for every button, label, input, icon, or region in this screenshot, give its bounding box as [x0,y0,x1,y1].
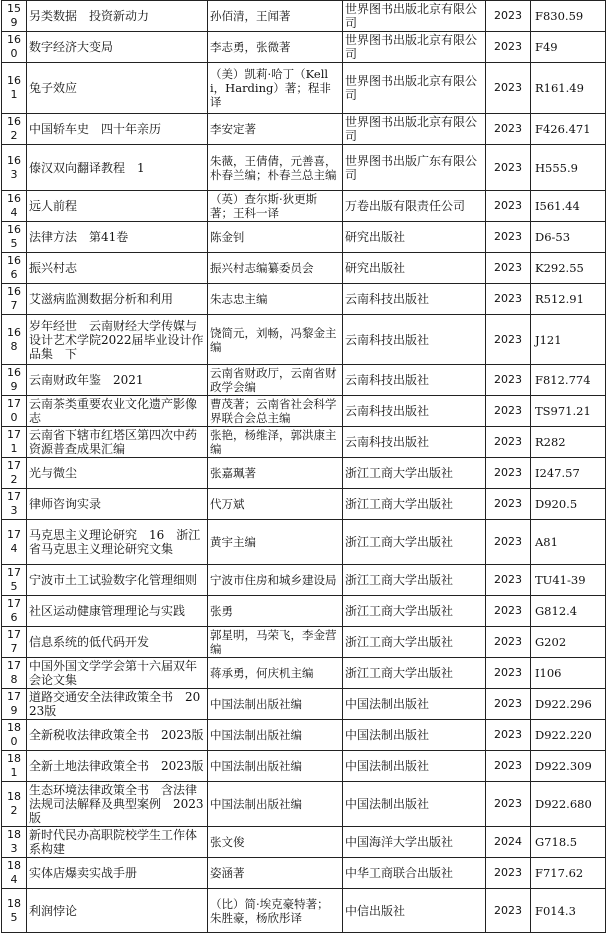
row-number: 174 [2,520,27,565]
book-author: 孙佰清，王闻著 [208,1,343,32]
book-publisher: 万卷出版有限责任公司 [343,191,486,222]
book-title: 律师咨询实录 [27,489,208,520]
table-row [2,427,606,458]
publication-year: 2023 [486,1,531,32]
publication-year: 2023 [486,63,531,114]
publication-year: 2023 [486,253,531,284]
book-title: 兔子效应 [27,63,208,114]
publication-year: 2023 [486,627,531,658]
row-number: 165 [2,222,27,253]
book-publisher: 世界图书出版北京有限公司 [343,32,486,63]
row-number: 185 [2,889,27,933]
publication-year: 2023 [486,365,531,396]
book-publisher: 浙江工商大学出版社 [343,658,486,689]
book-author: 张嘉珮著 [208,458,343,489]
row-number: 172 [2,458,27,489]
row-number: 163 [2,145,27,191]
book-publisher: 中国海洋大学出版社 [343,827,486,858]
book-publisher: 中信出版社 [343,889,486,933]
classification-number: R512.91 [531,284,606,315]
book-title: 中国轿车史 四十年亲历 [27,114,208,145]
book-publisher: 云南科技出版社 [343,427,486,458]
book-author: （比）简·埃克豪特著；朱胜豪，杨欣彤译 [208,889,343,933]
book-publisher: 浙江工商大学出版社 [343,520,486,565]
book-title: 马克思主义理论研究 16 浙江省马克思主义理论研究文集 [27,520,208,565]
table-row [2,689,606,720]
classification-number: R282 [531,427,606,458]
classification-number: I247.57 [531,458,606,489]
table-row [2,489,606,520]
row-number: 181 [2,751,27,782]
book-publisher: 世界图书出版北京有限公司 [343,114,486,145]
row-number: 176 [2,596,27,627]
book-author: 中国法制出版社编 [208,720,343,751]
classification-number: D922.309 [531,751,606,782]
publication-year: 2023 [486,689,531,720]
book-author: 李安定著 [208,114,343,145]
book-author: 朱薇，王倩倩，元善喜，朴春兰编；朴春兰总主编 [208,145,343,191]
book-title: 生态环境法律政策全书 含法律法规司法解释及典型案例 2023版 [27,782,208,827]
table-row [2,751,606,782]
table-row [2,32,606,63]
book-author: 张勇 [208,596,343,627]
book-title: 宁波市土工试验数字化管理细则 [27,565,208,596]
book-publisher: 云南科技出版社 [343,284,486,315]
classification-number: F426.471 [531,114,606,145]
publication-year: 2023 [486,284,531,315]
table-row [2,145,606,191]
row-number: 178 [2,658,27,689]
book-title: 岁年经世 云南财经大学传媒与设计艺术学院2022届毕业设计作品集 下 [27,315,208,365]
book-author: 饶简元，刘畅，冯黎金主编 [208,315,343,365]
publication-year: 2023 [486,565,531,596]
table-row [2,596,606,627]
publication-year: 2023 [486,520,531,565]
book-author: 振兴村志编纂委员会 [208,253,343,284]
book-publisher: 中国法制出版社 [343,782,486,827]
classification-number: D6-53 [531,222,606,253]
table-row [2,191,606,222]
table-row [2,565,606,596]
classification-number: H555.9 [531,145,606,191]
book-publisher: 研究出版社 [343,253,486,284]
book-author: 中国法制出版社编 [208,751,343,782]
publication-year: 2023 [486,315,531,365]
book-publisher: 中国法制出版社 [343,720,486,751]
book-author: （美）凯莉·哈丁（Kelli，Harding）著；程非译 [208,63,343,114]
publication-year: 2023 [486,782,531,827]
row-number: 182 [2,782,27,827]
table-row [2,222,606,253]
publication-year: 2023 [486,751,531,782]
book-publisher: 研究出版社 [343,222,486,253]
table-row [2,627,606,658]
classification-number: F830.59 [531,1,606,32]
table-row [2,458,606,489]
book-author: 郭星明，马荣飞，李金营编 [208,627,343,658]
book-publisher: 世界图书出版北京有限公司 [343,1,486,32]
table-row [2,858,606,889]
book-publisher: 浙江工商大学出版社 [343,489,486,520]
classification-number: A81 [531,520,606,565]
publication-year: 2023 [486,458,531,489]
classification-number: D922.220 [531,720,606,751]
publication-year: 2023 [486,596,531,627]
row-number: 179 [2,689,27,720]
book-publisher: 世界图书出版北京有限公司 [343,63,486,114]
book-author: 云南省财政厅，云南省财政学会编 [208,365,343,396]
book-title: 中国外国文学学会第十六届双年会论文集 [27,658,208,689]
table-row [2,827,606,858]
classification-number: F717.62 [531,858,606,889]
book-publisher: 浙江工商大学出版社 [343,458,486,489]
table-row [2,520,606,565]
book-author: 代万斌 [208,489,343,520]
book-author: 姿涵著 [208,858,343,889]
book-author: 中国法制出版社编 [208,689,343,720]
row-number: 170 [2,396,27,427]
publication-year: 2023 [486,32,531,63]
classification-number: TS971.21 [531,396,606,427]
book-list-table [1,0,606,933]
row-number: 169 [2,365,27,396]
row-number: 183 [2,827,27,858]
table-row [2,253,606,284]
book-publisher: 浙江工商大学出版社 [343,627,486,658]
row-number: 171 [2,427,27,458]
row-number: 175 [2,565,27,596]
book-author: （英）查尔斯·狄更斯著；王科一译 [208,191,343,222]
publication-year: 2024 [486,827,531,858]
book-title: 光与微尘 [27,458,208,489]
book-title: 信息系统的低代码开发 [27,627,208,658]
row-number: 167 [2,284,27,315]
book-author: 朱志忠主编 [208,284,343,315]
row-number: 159 [2,1,27,32]
row-number: 184 [2,858,27,889]
publication-year: 2023 [486,858,531,889]
book-title: 全新税收法律政策全书 2023版 [27,720,208,751]
book-publisher: 中国法制出版社 [343,751,486,782]
classification-number: J121 [531,315,606,365]
book-title: 全新土地法律政策全书 2023版 [27,751,208,782]
book-publisher: 云南科技出版社 [343,365,486,396]
table-row [2,365,606,396]
publication-year: 2023 [486,145,531,191]
publication-year: 2023 [486,427,531,458]
classification-number: D920.5 [531,489,606,520]
book-title: 另类数据 投资新动力 [27,1,208,32]
book-title: 艾滋病监测数据分析和利用 [27,284,208,315]
classification-number: TU41-39 [531,565,606,596]
table-row [2,315,606,365]
book-title: 云南茶类重要农业文化遗产影像志 [27,396,208,427]
row-number: 161 [2,63,27,114]
table-row [2,63,606,114]
table-row [2,782,606,827]
row-number: 164 [2,191,27,222]
row-number: 160 [2,32,27,63]
classification-number: R161.49 [531,63,606,114]
row-number: 177 [2,627,27,658]
book-title: 法律方法 第41卷 [27,222,208,253]
book-publisher: 浙江工商大学出版社 [343,565,486,596]
publication-year: 2023 [486,720,531,751]
classification-number: G202 [531,627,606,658]
classification-number: D922.680 [531,782,606,827]
book-author: 中国法制出版社编 [208,782,343,827]
book-author: 陈金钊 [208,222,343,253]
classification-number: G812.4 [531,596,606,627]
classification-number: D922.296 [531,689,606,720]
table-row [2,720,606,751]
table-row [2,396,606,427]
classification-number: G718.5 [531,827,606,858]
book-publisher: 世界图书出版广东有限公司 [343,145,486,191]
table-row [2,658,606,689]
table-row [2,1,606,32]
book-author: 张艳，杨维泽，郭洪康主编 [208,427,343,458]
book-publisher: 云南科技出版社 [343,396,486,427]
book-author: 张文俊 [208,827,343,858]
book-publisher: 中华工商联合出版社 [343,858,486,889]
book-author: 曹茂著；云南省社会科学界联合会总主编 [208,396,343,427]
row-number: 180 [2,720,27,751]
publication-year: 2023 [486,222,531,253]
table-row [2,284,606,315]
book-title: 社区运动健康管理理论与实践 [27,596,208,627]
classification-number: I561.44 [531,191,606,222]
publication-year: 2023 [486,191,531,222]
book-author: 宁波市住房和城乡建设局 [208,565,343,596]
row-number: 173 [2,489,27,520]
book-author: 蒋承勇，何庆机主编 [208,658,343,689]
publication-year: 2023 [486,489,531,520]
book-title: 云南省下辖市红塔区第四次中药资源普查成果汇编 [27,427,208,458]
classification-number: F812.774 [531,365,606,396]
publication-year: 2023 [486,396,531,427]
book-title: 实体店爆卖实战手册 [27,858,208,889]
publication-year: 2023 [486,889,531,933]
book-title: 道路交通安全法律政策全书 2023版 [27,689,208,720]
book-title: 利润悖论 [27,889,208,933]
book-title: 云南财政年鉴 2021 [27,365,208,396]
publication-year: 2023 [486,114,531,145]
classification-number: I106 [531,658,606,689]
book-title: 振兴村志 [27,253,208,284]
row-number: 162 [2,114,27,145]
book-author: 黄宇主编 [208,520,343,565]
classification-number: F49 [531,32,606,63]
book-list-body [2,1,606,933]
book-title: 远人前程 [27,191,208,222]
row-number: 168 [2,315,27,365]
book-publisher: 云南科技出版社 [343,315,486,365]
classification-number: F014.3 [531,889,606,933]
book-title: 数字经济大变局 [27,32,208,63]
publication-year: 2023 [486,658,531,689]
book-publisher: 浙江工商大学出版社 [343,596,486,627]
book-author: 李志勇，张微著 [208,32,343,63]
classification-number: K292.55 [531,253,606,284]
table-row [2,114,606,145]
table-row [2,889,606,933]
book-title: 新时代民办高职院校学生工作体系构建 [27,827,208,858]
row-number: 166 [2,253,27,284]
book-publisher: 中国法制出版社 [343,689,486,720]
book-title: 傣汉双向翻译教程 1 [27,145,208,191]
